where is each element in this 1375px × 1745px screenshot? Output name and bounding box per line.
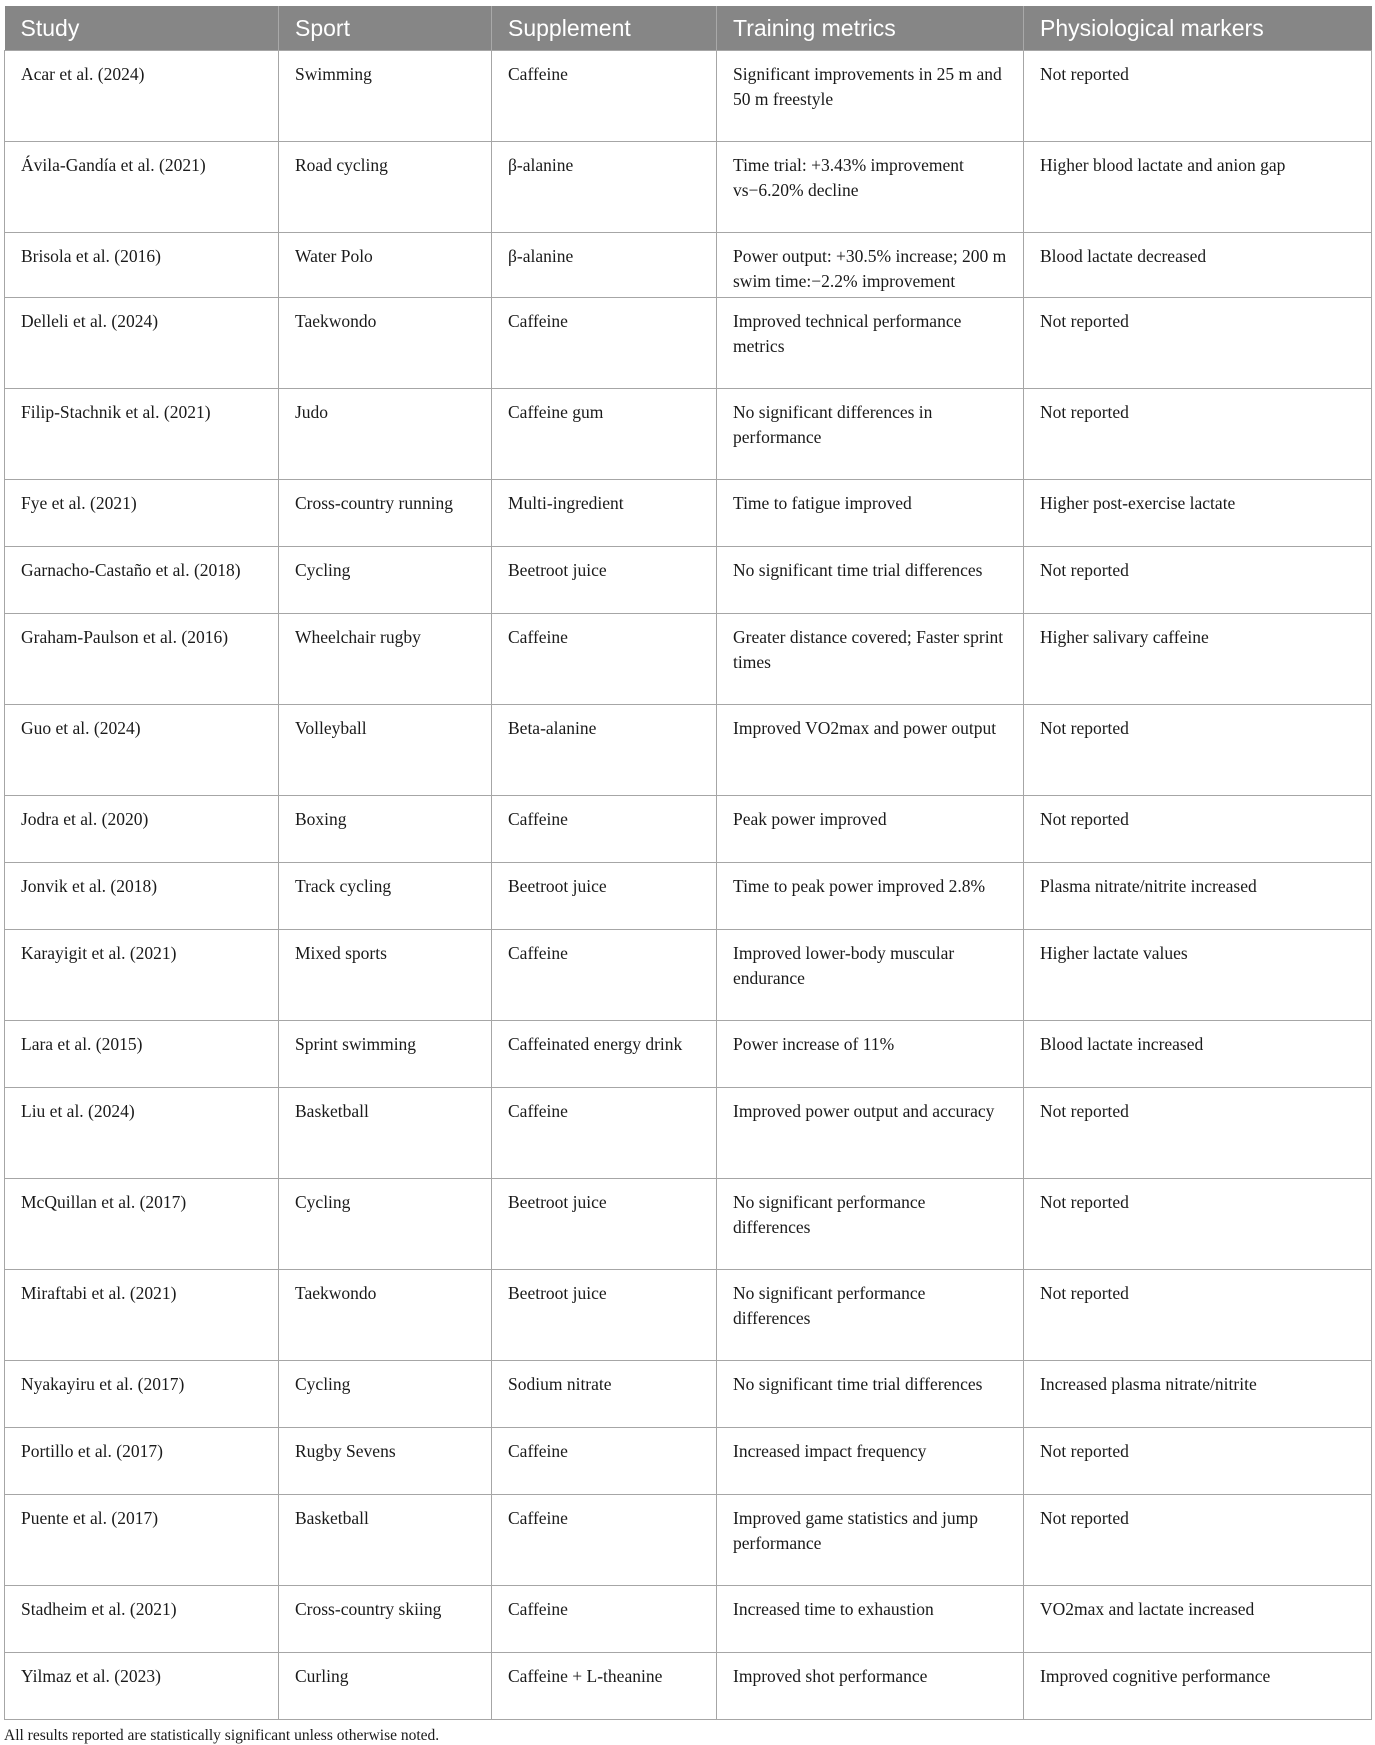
table-row (5, 930, 1372, 1021)
header-supplement: Supplement (492, 6, 717, 51)
supplement-cell: Caffeinated energy drink (492, 1021, 717, 1088)
supplement-cell: Caffeine + L-theanine (492, 1653, 717, 1720)
sport-cell: Judo (279, 389, 492, 480)
supplement-cell: Sodium nitrate (492, 1361, 717, 1428)
table-row (5, 1586, 1372, 1653)
supplement-cell: Caffeine (492, 1495, 717, 1586)
metrics-cell: Time trial: +3.43% improvement vs−6.20% decline (717, 142, 1024, 233)
metrics-cell: Power output: +30.5% increase; 200 m swim time:−2.2% improvement (717, 233, 1024, 298)
supplement-cell: Beetroot juice (492, 863, 717, 930)
study-cell: Karayigit et al. (2021) (5, 930, 279, 1021)
study-cell: Fye et al. (2021) (5, 480, 279, 547)
markers-cell: VO2max and lactate increased (1024, 1586, 1372, 1653)
table-row (5, 51, 1372, 142)
markers-cell: Higher blood lactate and anion gap (1024, 142, 1372, 233)
markers-cell: Not reported (1024, 547, 1372, 614)
sport-cell: Rugby Sevens (279, 1428, 492, 1495)
markers-cell: Plasma nitrate/nitrite increased (1024, 863, 1372, 930)
header-study: Study (5, 6, 279, 51)
study-cell: Graham-Paulson et al. (2016) (5, 614, 279, 705)
markers-cell: Not reported (1024, 1088, 1372, 1179)
markers-cell: Blood lactate increased (1024, 1021, 1372, 1088)
metrics-cell: Peak power improved (717, 796, 1024, 863)
table-row (5, 614, 1372, 705)
sport-cell: Cycling (279, 1361, 492, 1428)
table-row (5, 705, 1372, 796)
study-cell: Jonvik et al. (2018) (5, 863, 279, 930)
study-cell: Puente et al. (2017) (5, 1495, 279, 1586)
table-row (5, 1021, 1372, 1088)
sport-cell: Basketball (279, 1088, 492, 1179)
markers-cell: Improved cognitive performance (1024, 1653, 1372, 1720)
metrics-cell: Time to peak power improved 2.8% (717, 863, 1024, 930)
metrics-cell: Significant improvements in 25 m and 50 m freestyle (717, 51, 1024, 142)
sport-cell: Volleyball (279, 705, 492, 796)
sport-cell: Taekwondo (279, 298, 492, 389)
markers-cell: Not reported (1024, 298, 1372, 389)
table-footnote: All results reported are statistically significant unless otherwise noted. (4, 1727, 440, 1744)
metrics-cell: Improved VO2max and power output (717, 705, 1024, 796)
sport-cell: Wheelchair rugby (279, 614, 492, 705)
supplement-cell: Multi-ingredient (492, 480, 717, 547)
study-cell: McQuillan et al. (2017) (5, 1179, 279, 1270)
metrics-cell: Increased time to exhaustion (717, 1586, 1024, 1653)
study-cell: Stadheim et al. (2021) (5, 1586, 279, 1653)
table-row (5, 863, 1372, 930)
markers-cell: Not reported (1024, 51, 1372, 142)
metrics-cell: Improved lower-body muscular endurance (717, 930, 1024, 1021)
sport-cell: Cycling (279, 547, 492, 614)
metrics-cell: Time to fatigue improved (717, 480, 1024, 547)
markers-cell: Higher post-exercise lactate (1024, 480, 1372, 547)
supplement-cell: Caffeine (492, 1088, 717, 1179)
study-cell: Yilmaz et al. (2023) (5, 1653, 279, 1720)
sport-cell: Boxing (279, 796, 492, 863)
markers-cell: Not reported (1024, 705, 1372, 796)
supplement-cell: Caffeine (492, 796, 717, 863)
markers-cell: Higher lactate values (1024, 930, 1372, 1021)
study-cell: Garnacho-Castaño et al. (2018) (5, 547, 279, 614)
sport-cell: Cross-country skiing (279, 1586, 492, 1653)
sport-cell: Curling (279, 1653, 492, 1720)
metrics-cell: No significant time trial differences (717, 1361, 1024, 1428)
study-cell: Jodra et al. (2020) (5, 796, 279, 863)
markers-cell: Not reported (1024, 1179, 1372, 1270)
supplement-cell: Caffeine (492, 1586, 717, 1653)
table-row (5, 1179, 1372, 1270)
markers-cell: Higher salivary caffeine (1024, 614, 1372, 705)
table-row (5, 1495, 1372, 1586)
metrics-cell: Improved shot performance (717, 1653, 1024, 1720)
markers-cell: Blood lactate decreased (1024, 233, 1372, 298)
supplement-cell: Beetroot juice (492, 547, 717, 614)
metrics-cell: No significant performance differences (717, 1179, 1024, 1270)
table-row (5, 796, 1372, 863)
table-header (5, 6, 1372, 51)
supplement-cell: Caffeine (492, 614, 717, 705)
header-row (5, 6, 1372, 51)
supplement-cell: β-alanine (492, 142, 717, 233)
metrics-cell: No significant time trial differences (717, 547, 1024, 614)
table-body (5, 51, 1372, 1720)
metrics-cell: No significant differences in performance (717, 389, 1024, 480)
table-row (5, 1088, 1372, 1179)
markers-cell: Not reported (1024, 796, 1372, 863)
supplement-cell: Beta-alanine (492, 705, 717, 796)
table-row (5, 142, 1372, 233)
supplement-cell: Beetroot juice (492, 1270, 717, 1361)
metrics-cell: Improved technical performance metrics (717, 298, 1024, 389)
markers-cell: Not reported (1024, 1495, 1372, 1586)
table-row (5, 389, 1372, 480)
markers-cell: Increased plasma nitrate/nitrite (1024, 1361, 1372, 1428)
metrics-cell: Greater distance covered; Faster sprint times (717, 614, 1024, 705)
metrics-cell: No significant performance differences (717, 1270, 1024, 1361)
markers-cell: Not reported (1024, 1428, 1372, 1495)
table-row (5, 547, 1372, 614)
metrics-cell: Increased impact frequency (717, 1428, 1024, 1495)
supplement-cell: Caffeine (492, 51, 717, 142)
metrics-cell: Improved power output and accuracy (717, 1088, 1024, 1179)
study-cell: Filip-Stachnik et al. (2021) (5, 389, 279, 480)
sport-cell: Road cycling (279, 142, 492, 233)
study-cell: Ávila-Gandía et al. (2021) (5, 142, 279, 233)
sport-cell: Swimming (279, 51, 492, 142)
sport-cell: Taekwondo (279, 1270, 492, 1361)
results-table (4, 6, 1372, 1720)
sport-cell: Track cycling (279, 863, 492, 930)
study-cell: Brisola et al. (2016) (5, 233, 279, 298)
markers-cell: Not reported (1024, 1270, 1372, 1361)
sport-cell: Water Polo (279, 233, 492, 298)
table-row (5, 1428, 1372, 1495)
table-row (5, 1270, 1372, 1361)
supplement-cell: Beetroot juice (492, 1179, 717, 1270)
header-physiological-markers: Physiological markers (1024, 6, 1372, 51)
study-cell: Delleli et al. (2024) (5, 298, 279, 389)
supplement-cell: β-alanine (492, 233, 717, 298)
study-cell: Acar et al. (2024) (5, 51, 279, 142)
document (4, 6, 1371, 1745)
study-cell: Lara et al. (2015) (5, 1021, 279, 1088)
table-row (5, 233, 1372, 298)
study-cell: Guo et al. (2024) (5, 705, 279, 796)
supplement-cell: Caffeine (492, 930, 717, 1021)
markers-cell: Not reported (1024, 389, 1372, 480)
supplement-cell: Caffeine gum (492, 389, 717, 480)
table-row (5, 1361, 1372, 1428)
metrics-cell: Power increase of 11% (717, 1021, 1024, 1088)
sport-cell: Basketball (279, 1495, 492, 1586)
supplement-cell: Caffeine (492, 298, 717, 389)
sport-cell: Mixed sports (279, 930, 492, 1021)
study-cell: Nyakayiru et al. (2017) (5, 1361, 279, 1428)
sport-cell: Sprint swimming (279, 1021, 492, 1088)
study-cell: Miraftabi et al. (2021) (5, 1270, 279, 1361)
header-sport: Sport (279, 6, 492, 51)
study-cell: Liu et al. (2024) (5, 1088, 279, 1179)
sport-cell: Cycling (279, 1179, 492, 1270)
table-row (5, 480, 1372, 547)
table-row (5, 1653, 1372, 1720)
supplement-cell: Caffeine (492, 1428, 717, 1495)
study-cell: Portillo et al. (2017) (5, 1428, 279, 1495)
table-row (5, 298, 1372, 389)
metrics-cell: Improved game statistics and jump performance (717, 1495, 1024, 1586)
header-training-metrics: Training metrics (717, 6, 1024, 51)
sport-cell: Cross-country running (279, 480, 492, 547)
